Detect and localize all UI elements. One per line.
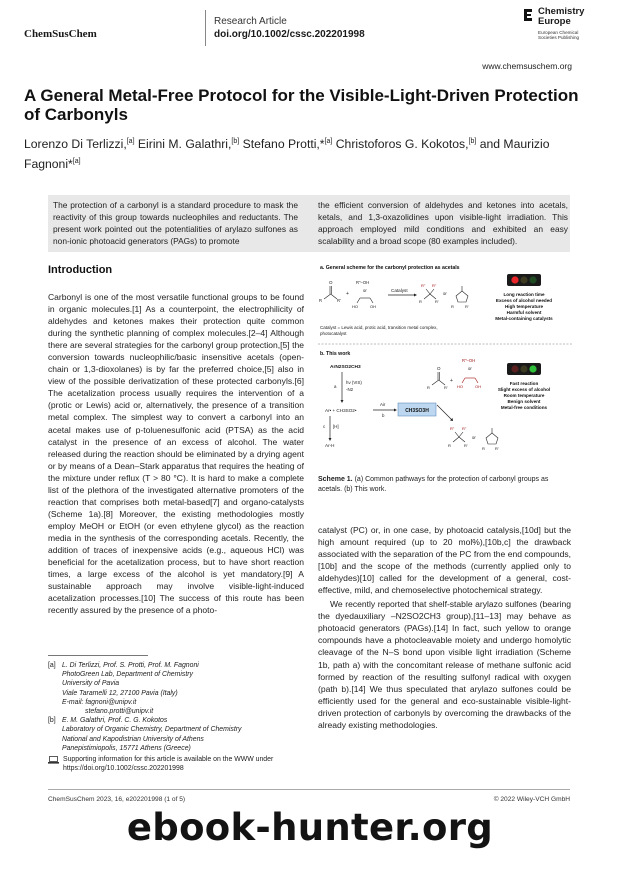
methanesulfonic-acid: CH3SO3H xyxy=(405,408,429,414)
svg-text:or: or xyxy=(363,288,367,293)
dioxolane-product-b xyxy=(486,428,498,444)
scheme-a-heading: a. General scheme for the carbonyl protection as acetals xyxy=(320,265,460,271)
condition-item: High temperature xyxy=(504,304,544,309)
svg-text:R": R" xyxy=(450,426,455,431)
svg-text:or: or xyxy=(468,366,472,371)
author-affiliation-mark: [b] xyxy=(468,138,477,145)
footer-copyright: © 2022 Wiley-VCH GmbH xyxy=(493,796,570,803)
introduction-paragraph: Carbonyl is one of the most versatile functional groups to be found in organic molecules.[1] As a counterpoint, the electrophilicity of aldehydes and ketones makes their protection quite common during the synthetic planning of complex molecules.[2–4] Although there are several strategies for the carbonyl group protection,[5] the conversion towards nucleophilic/basic insensitive acetals (open-chain or 1,3-dioxolanes) is by far the preferred choice,[5] also in view of the possible derivatization of these protected carbonyls.[6] The acetalization process usually requires the intervention of a (protic or Lewis) acid or, alternatively, the presence of a transition metal complex. The simplest way to convert a carbonyl into an acetal makes use of p-toluenesulfonic acid (PTSA) as the acid catalyst in the presence of an excess of alcohol. The water released during the reaction should be eliminated by a drying agent or by means of a Dean–Stark apparatus that requires the heating of the mixture under reflux (T > 80 °C). It is hard to make a complete list of the plethora of the investigated alternative promoters of the reaction that comprises both metal-based[7] and organo-catalysts (Scheme 1a).[8] Moreover, the existing methodologies mostly employ MeOH or EtOH (or even ethylene glycol) as the reaction media in the synthesis of the corresponding acetals. Recently, the addition of traces of inexpensive acids (e.g., aqueous HCl) was beneficial for the acetalization process, but to have short reaction times, a large excess of the alcohol is yet mandatory.[9] A sustainable approach may involve visible-light-induced acetalization processes.[10] The success of this route has been recently assured by the presence of a photo- xyxy=(48,292,304,616)
affiliation-line: L. Di Terlizzi, Prof. S. Protti, Prof. M. Fagnoni xyxy=(62,662,199,669)
catalyst-note-line2: photocatalyst xyxy=(320,331,347,336)
svg-text:O: O xyxy=(437,366,441,371)
condition-item: Metal-containing catalysts xyxy=(495,316,553,321)
svg-text:R: R xyxy=(482,446,485,451)
acetal-product xyxy=(424,289,436,299)
svg-text:R": R" xyxy=(462,426,467,431)
journal-name: ChemSusChem xyxy=(24,28,97,40)
scheme-caption xyxy=(318,475,571,494)
affiliation-email[interactable]: E-mail: fagnoni@unipv.it xyxy=(62,698,137,706)
arene-product: Ar-H xyxy=(325,443,335,448)
svg-text:R: R xyxy=(451,304,454,309)
svg-text:R': R' xyxy=(465,304,469,309)
affiliation-line: Laboratory of Organic Chemistry, Department of Chemistry xyxy=(62,726,242,734)
publisher-subtitle xyxy=(538,30,608,41)
author-name: Eirini M. Galathri, xyxy=(137,137,232,152)
svg-text:R': R' xyxy=(464,443,468,448)
supporting-info-text[interactable]: Supporting information for this article is available on the WWW under https://doi.org/10.1002/cssc.202201998 xyxy=(63,756,274,773)
dioxolane-product xyxy=(456,286,468,302)
conditions-list-b xyxy=(498,381,550,410)
svg-text:R"–OH: R"–OH xyxy=(462,358,476,363)
condition-item: Metal-free conditions xyxy=(500,405,548,410)
svg-text:R": R" xyxy=(432,283,437,288)
condition-item: Fast reaction xyxy=(509,381,539,386)
svg-text:or: or xyxy=(443,291,447,296)
product-arrow xyxy=(437,405,452,420)
svg-text:OH: OH xyxy=(370,304,376,309)
conditions-list-a xyxy=(495,292,553,321)
radical-pair: Ar• + CH3SO2• xyxy=(325,408,357,413)
affiliation-b xyxy=(48,716,304,753)
header-divider xyxy=(205,10,206,46)
publisher-brand-line1: Chemistry xyxy=(538,6,585,17)
n2-loss-label: -N2 xyxy=(346,387,354,392)
svg-text:R: R xyxy=(419,299,422,304)
condition-item: Slight excess of alcohol xyxy=(497,387,551,392)
author-name: Christoforos G. Kokotos, xyxy=(335,137,469,152)
carbonyl-structure xyxy=(324,286,337,299)
article-type: Research Article xyxy=(214,16,287,27)
acetal-product-b xyxy=(453,432,465,442)
journal-site-link[interactable]: www.chemsuschem.org xyxy=(482,61,572,71)
affiliation-a xyxy=(48,661,304,716)
supporting-info xyxy=(48,755,304,773)
publisher-sub-line1: European Chemical xyxy=(538,30,579,35)
svg-text:R': R' xyxy=(435,299,439,304)
svg-text:R: R xyxy=(427,385,430,390)
hydrogen-source-label: [H] xyxy=(333,424,339,429)
scheme-caption-label: Scheme 1. xyxy=(318,476,353,483)
condition-item: Excess of alcohol needed xyxy=(495,298,553,303)
publisher-sub-line2: Societies Publishing xyxy=(538,35,580,41)
condition-item: Harmful solvent xyxy=(506,310,542,315)
affiliation-line: Panepistimiopolis, 15771 Athens (Greece) xyxy=(62,744,191,752)
svg-text:R': R' xyxy=(444,385,448,390)
section-heading-introduction: Introduction xyxy=(48,264,113,276)
affiliation-tag: [b] xyxy=(48,717,56,725)
svg-text:OH: OH xyxy=(475,384,481,389)
path-a-label: a xyxy=(334,384,337,389)
condition-item: Room temperature xyxy=(503,393,545,398)
right-column-text xyxy=(318,524,571,731)
publisher-brand xyxy=(538,7,584,27)
affiliation-line: Viale Taramelli 12, 27100 Pavia (Italy) xyxy=(62,689,178,697)
author-affiliation-mark: [a] xyxy=(72,158,81,166)
svg-text:+: + xyxy=(346,291,349,297)
affiliation-line: National and Kapodistrian University of Athens xyxy=(62,735,204,743)
path-b-label: b xyxy=(382,413,385,418)
affiliation-line: E. M. Galathri, Prof. C. G. Kokotos xyxy=(62,717,168,725)
article-doi-link[interactable]: doi.org/10.1002/cssc.202201998 xyxy=(214,29,365,40)
scheme-caption-text: (a) Common pathways for the protection of carbonyl groups as acetals. (b) This work. xyxy=(318,476,549,493)
author-name: and Maurizio Fagnoni* xyxy=(24,137,550,172)
watermark-text: ebook-hunter.org xyxy=(126,806,494,849)
footnote-divider xyxy=(48,655,148,656)
footer-divider xyxy=(48,789,570,790)
article-title: A General Metal-Free Protocol for the Visible-Light-Driven Protection of Carbonyls xyxy=(24,86,579,124)
condition-item: Benign solvent xyxy=(507,399,541,404)
svg-text:R: R xyxy=(319,298,323,303)
author-affiliation-mark: [a] xyxy=(126,138,135,145)
condition-item: Long reaction time xyxy=(503,292,545,297)
author-list xyxy=(24,133,584,173)
svg-text:O: O xyxy=(329,280,333,285)
affiliation-line: University of Pavia xyxy=(62,680,120,688)
author-name: Lorenzo Di Terlizzi, xyxy=(24,137,127,152)
svg-text:R': R' xyxy=(495,446,499,451)
svg-text:or: or xyxy=(472,435,476,440)
svg-text:R': R' xyxy=(337,298,341,303)
svg-text:R": R" xyxy=(421,283,426,288)
svg-text:HO: HO xyxy=(457,384,463,389)
svg-text:R: R xyxy=(448,443,451,448)
affiliation-tag: [a] xyxy=(48,662,56,669)
light-label: hν (VIS) xyxy=(346,380,362,385)
arylazo-sulfone-reagent: ArN2SO2CH3 xyxy=(330,365,361,370)
path-c-label: c xyxy=(323,424,326,429)
catalyst-label: Catalyst xyxy=(391,288,408,293)
author-affiliation-mark: [b] xyxy=(231,138,240,145)
catalyst-note-line1: Catalyst = Lewis acid, protic acid, transition metal complex, xyxy=(320,325,438,330)
scheme-1-figure xyxy=(316,262,574,470)
publisher-brand-line2: Europe xyxy=(538,16,571,27)
svg-text:+: + xyxy=(450,378,453,384)
computer-icon xyxy=(48,756,59,764)
scheme-b-heading: b. This work xyxy=(320,351,351,357)
body-paragraph: catalyst (PC) or, in one case, by photoacid catalysis,[10d] but the high amount required (up to 20 mol%),[10b,c] the drawback associated with the separation of the PC from the end compounds,[10b] and the scope of the methods (currently applied only to aldehydes)[10] called for the development of a general, cost-effective, mild, and chemoselective photochemical strategy. xyxy=(318,525,571,596)
affiliations-footnote xyxy=(48,661,304,773)
author-affiliation-mark: [a] xyxy=(324,138,333,145)
abstract-left-column: The protection of a carbonyl is a standard procedure to mask the reactivity of this group towards nucleophiles and reductants. The present work pointed out the potentialities of arylazo sulfones as non-ionic photoacid generators (PAGs) to promote xyxy=(53,200,298,246)
footer-citation: ChemSusChem 2023, 16, e202201998 (1 of 5) xyxy=(48,796,186,803)
author-name: Stefano Protti,* xyxy=(242,137,325,152)
affiliation-email[interactable]: stefano.protti@unipv.it xyxy=(85,708,154,716)
affiliation-line: PhotoGreen Lab, Department of Chemistry xyxy=(62,671,193,679)
air-label: Air xyxy=(380,402,386,407)
body-paragraph: We recently reported that shelf-stable arylazo sulfones (bearing the dyedauxiliary –N2SO2CH3 group),[11–13] may behave as photoacid generators (PAGs).[14] In fact, such yellow to orange compounds have a photocleavable moiety and undergo homolytic cleavage of the N–S bond upon visible light irradiation (Scheme 1b, path a) with the concomitant release of methane sulfonic acid formed by reaction of the resulting sulfonyl radical with oxygen (path b).[14] We thus speculated that arylazo sulfones could be efficiently used for the general and eco-sustainable visible-light-driven protection of carbonyls by overcoming the drawbacks of the already existing methodologies. xyxy=(318,599,571,730)
svg-text:HO: HO xyxy=(352,304,358,309)
chemistry-europe-logo-icon xyxy=(522,8,534,22)
abstract-right-column: the efficient conversion of aldehydes and ketones into acetals, ketals, and 1,3-oxazolidines upon visible-light irradiation. This approach employed mild conditions and exhibited an easy scalability and a broad scope (80 examples included). xyxy=(318,200,568,246)
svg-text:R"–OH: R"–OH xyxy=(356,280,370,285)
